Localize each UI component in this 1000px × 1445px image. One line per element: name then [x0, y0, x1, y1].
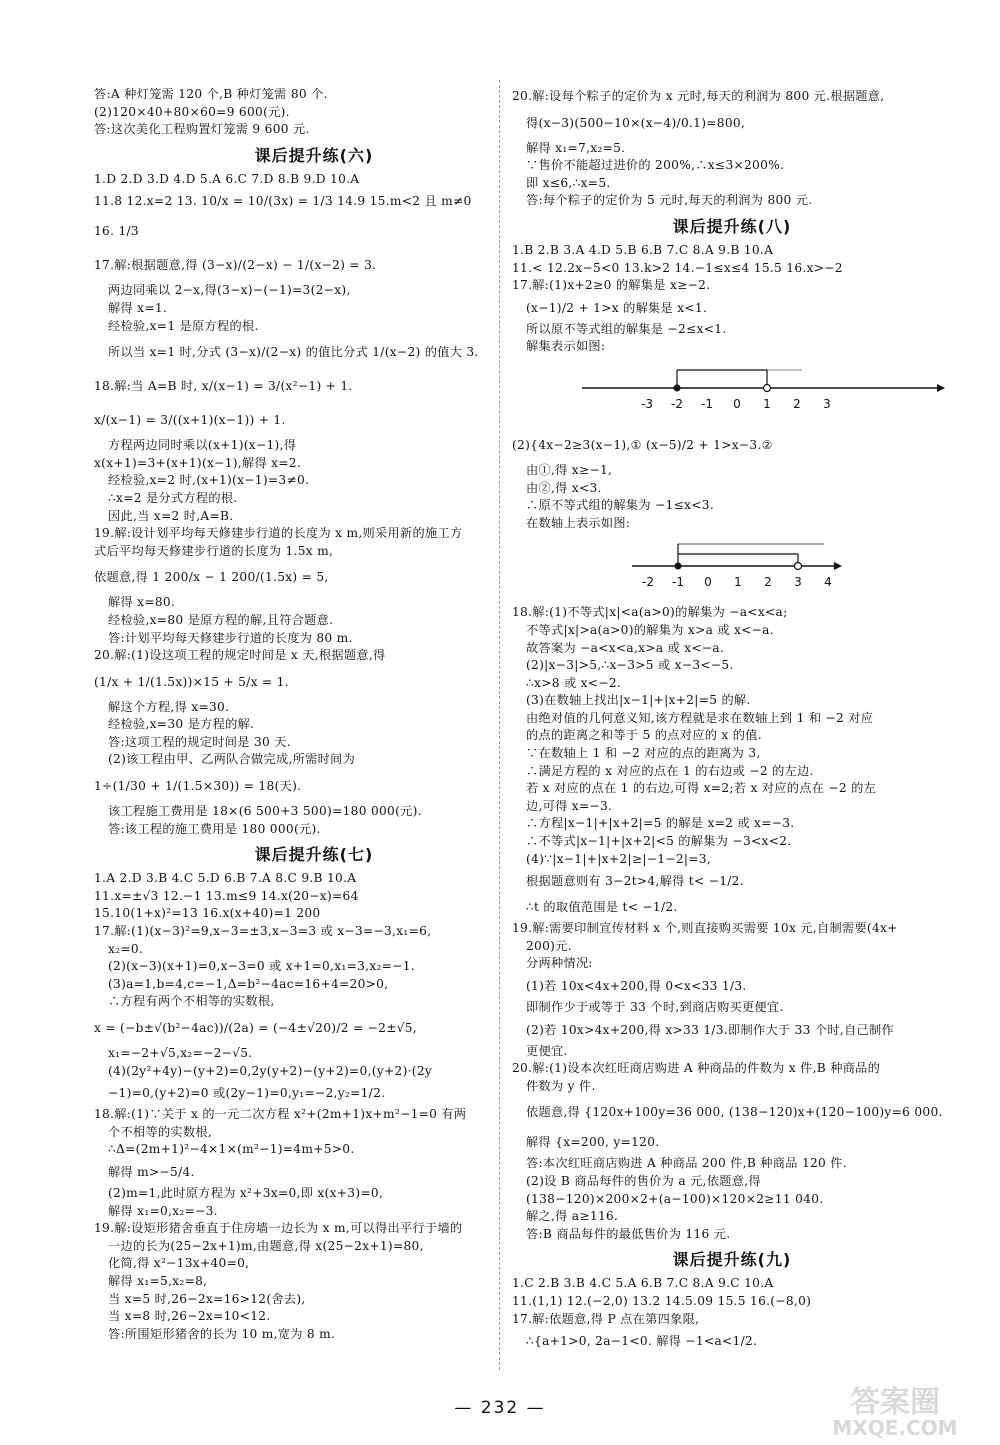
solution-line: (138−120)×200×2+(a−100)×120×2≥11 040. [526, 1191, 824, 1206]
solution-line: 更便宜. [526, 1043, 568, 1058]
solution-line: 解集表示如图: [526, 339, 606, 354]
solution-line: 在数轴上表示如图: [526, 515, 631, 530]
solution-line: 一边的长为(25−2x+1)m,由题意,得 x(25−2x+1)=80, [108, 1238, 424, 1253]
tick-label: -1 [701, 396, 713, 411]
solution-line: 经检验,x=2 时,(x+1)(x−1)=3≠0. [108, 473, 310, 488]
solution-line: ∴原不等式组的解集为 −1≤x<3. [526, 498, 715, 513]
solution-line: 件数为 y 件. [526, 1078, 596, 1093]
axis-arrow [834, 562, 842, 570]
tick-label: -2 [642, 575, 654, 590]
solution-line: (2)该工程由甲、乙两队合做完成,所需时间为 [108, 752, 356, 767]
solution-line: 17.解:依题意,得 P 点在第四象限, [512, 1311, 700, 1326]
solution-line: 当 x=8 时,26−2x=10<12. [108, 1309, 271, 1324]
solution-line: 该工程施工费用是 18×(6 500+3 500)=180 000(元). [108, 804, 422, 819]
section-title-9: 课后提升练(九) [672, 1250, 792, 1270]
solution-line: ∴{a+1>0, 2a−1<0. 解得 −1<a<1/2. [526, 1334, 758, 1349]
solution-line: 即 x≤6,∴x=5. [526, 175, 611, 190]
tick-label: 3 [823, 396, 831, 411]
solution-line: 20.解:(1)设本次红旺商店购进 A 种商品的件数为 x 件,B 种商品的 [512, 1061, 881, 1076]
section-title-8: 课后提升练(八) [672, 216, 792, 236]
solution-line: x₁=−2+√5,x₂=−2−√5. [108, 1046, 253, 1060]
solution-line: 答:该工程的施工费用是 180 000(元). [108, 821, 321, 836]
answer-line: 1.A 2.D 3.B 4.C 5.D 6.B 7.A 8.C 9.B 10.A [94, 871, 357, 886]
solution-line: 所以原不等式组的解集是 −2≤x<1. [526, 321, 727, 336]
solution-line: 200)元. [526, 938, 572, 953]
number-line-1 [512, 360, 952, 422]
solution-line: 的点的距离之和等于 5 的点对应的 x 的值. [526, 728, 762, 743]
solution-line: 答:这项工程的规定时间是 30 天. [108, 734, 291, 749]
solution-line: 分两种情况: [526, 956, 593, 971]
solution-line: 式后平均每天修建步行道的长度为 1.5x m, [94, 543, 334, 558]
section-title-6: 课后提升练(六) [254, 145, 374, 165]
solution-line: 19.解:设计划平均每天修建步行道的长度为 x m,则采用新的施工方 [94, 526, 463, 541]
solution-line: 由绝对值的几何意义知,该方程就是求在数轴上到 1 和 −2 对应 [526, 710, 874, 725]
solution-line: 解得 x=80. [108, 595, 176, 610]
solution-line: ∴方程|x−1|+|x+2|=5 的解是 x=2 或 x=−3. [526, 816, 795, 831]
solution-line: ∴Δ=(2m+1)²−4×1×(m²−1)=4m+5>0. [108, 1142, 355, 1157]
watermark-logo [800, 1382, 990, 1438]
solution-line: 17.解:(1)x+2≥0 的解集是 x≥−2. [512, 278, 711, 293]
watermark-url: MXQE.COM [832, 1416, 958, 1438]
solution-line: 20.解:(1)设这项工程的规定时间是 x 天,根据题意,得 [94, 648, 386, 663]
solution-line: 解得 m>−5/4. [108, 1164, 195, 1179]
tick-label: 4 [824, 575, 832, 590]
open-point [795, 563, 802, 570]
solution-line: ∴x>8 或 x<−2. [526, 675, 622, 690]
answer-line: 11.(1,1) 12.(−2,0) 13.2 14.5.09 15.5 16.(−8,0) [512, 1293, 812, 1308]
solution-line: ∵在数轴上 1 和 −2 对应的点的距离为 3, [526, 746, 761, 761]
solution-line: 两边同乘以 2−x,得(3−x)−(−1)=3(2−x), [108, 283, 351, 298]
watermark-text: 答案圈 [850, 1385, 940, 1420]
solution-line: ∴x=2 是分式方程的根. [108, 490, 238, 505]
solution-line: 答:所围矩形猪舍的长为 10 m,宽为 8 m. [108, 1326, 336, 1341]
closed-point [675, 563, 682, 570]
solution-line: 经检验,x=30 是方程的解. [108, 717, 255, 732]
solution-line: ∴满足方程的 x 对应的点在 1 的右边或 −2 的左边. [526, 763, 814, 778]
solution-line: 17.解:(1)(x−3)²=9,x−3=±3,x−3=3 或 x−3=−3,x₁=6, [94, 924, 432, 939]
solution-line: 当 x=5 时,26−2x=16>12(舍去), [108, 1291, 306, 1306]
axis-arrow [937, 384, 945, 392]
solution-line: (2)(x−3)(x+1)=0,x−3=0 或 x+1=0,x₁=3,x₂=−1. [108, 959, 415, 974]
answer-line: 1.C 2.B 3.B 4.C 5.A 6.B 7.C 8.A 9.C 10.A [512, 1276, 774, 1291]
solution-line: 边,可得 x=−3. [526, 798, 613, 813]
solution-line: 18.解:(1)不等式|x|<a(a>0)的解集为 −a<x<a; [512, 605, 788, 620]
tick-label: 1 [734, 575, 742, 590]
solution-line: 解这个方程,得 x=30. [108, 699, 230, 714]
solution-line: x(x+1)=3+(x+1)(x−1),解得 x=2. [94, 455, 302, 470]
solution-line: 若 x 对应的点在 1 的右边,可得 x=2;若 x 对应的点在 −2 的左 [526, 781, 877, 796]
tick-labels [642, 575, 832, 589]
solution-line: x = (−b±√(b²−4ac))/(2a) = (−4±√20)/2 = −2±√5, [94, 1021, 418, 1035]
solution-line: 1÷(1/30 + 1/(1.5×30)) = 18(天). [94, 779, 302, 794]
solution-line: 17.解:根据题意,得 (3−x)/(2−x) − 1/(x−2) = 3. [94, 258, 377, 273]
answer-line: 1.D 2.D 3.D 4.D 5.A 6.C 7.D 8.B 9.D 10.A [94, 171, 360, 186]
answer-line: 11.x=±√3 12.−1 13.m≤9 14.x(20−x)=64 [94, 888, 359, 903]
solution-line: 方程两边同时乘以(x+1)(x−1),得 [108, 438, 297, 453]
tick-label: -1 [672, 575, 684, 590]
answer-line: 11.8 12.x=2 13. 10/x = 10/(3x) = 1/3 14.9 15.m<2 且 m≠0 [94, 194, 472, 209]
solution-line: 解得 x₁=7,x₂=5. [526, 140, 626, 155]
solution-line: 不等式|x|>a(a>0)的解集为 x>a 或 x<−a. [526, 622, 774, 637]
solution-line: 所以当 x=1 时,分式 (3−x)/(2−x) 的值比分式 1/(x−2) 的值大 3. [108, 345, 479, 360]
solution-line: 解得 x=1. [108, 300, 168, 315]
tick-label: 2 [764, 575, 772, 590]
solution-line: 由②,得 x<3. [526, 480, 602, 495]
text-line: (2)120×40+80×60=9 600(元). [94, 104, 290, 119]
solution-line: (1/x + 1/(1.5x))×15 + 5/x = 1. [94, 674, 289, 689]
solution-line: 解得 x₁=0,x₂=−3. [108, 1203, 218, 1218]
solution-line: (4)∵|x−1|+|x+2|≥|−1−2|=3, [526, 851, 712, 866]
solution-line: (2)设 B 商品每件的售价为 a 元,依题意,得 [526, 1173, 761, 1188]
solution-line: ∴不等式|x−1|+|x+2|<5 的解集为 −3<x<2. [526, 834, 792, 849]
tick-labels [641, 397, 831, 411]
tick-label: 0 [733, 396, 741, 411]
tick-label: 1 [763, 396, 771, 411]
solution-line: ∴t 的取值范围是 t< −1/2. [526, 900, 678, 915]
answer-line: 16. 1/3 [94, 224, 139, 239]
solution-line: 故答案为 −a<x<a,x>a 或 x<−a. [526, 640, 725, 655]
solution-line: ∵售价不能超过进价的 200%,∴x≤3×200%. [526, 158, 785, 173]
solution-line: 答:本次红旺商店购进 A 种商品 200 件,B 种商品 120 件. [526, 1156, 847, 1171]
solution-line: 19.解:需要印制宣传材料 x 个,则直接购买需要 10x 元,自制需要(4x+ [512, 921, 898, 936]
solution-line: (2){4x−2≥3(x−1),① (x−5)/2 + 1>x−3.② [512, 437, 773, 452]
tick-label: 3 [794, 575, 802, 590]
solution-line: 答:计划平均每天修建步行道的长度为 80 m. [108, 630, 353, 645]
left-column [94, 86, 534, 1343]
right-column [512, 88, 952, 1354]
solution-line: (1)若 10x<4x+200,得 0<x<33 1/3. [526, 979, 747, 993]
text-line: 答:这次美化工程购置灯笼需 9 600 元. [94, 122, 310, 137]
solution-line: 个不相等的实数根, [108, 1124, 213, 1139]
solution-line: 18.解:当 A=B 时, x/(x−1) = 3/(x²−1) + 1. [94, 379, 353, 394]
solution-line: 解得 {x=200, y=120. [526, 1135, 660, 1150]
solution-line: x₂=0. [108, 941, 144, 956]
solution-line: 依题意,得 {120x+100y=36 000, (138−120)x+(120−100)y=6 000. [526, 1105, 943, 1120]
solution-line: 19.解:设矩形猪舍垂直于住房墙一边长为 x m,可以得出平行于墙的 [94, 1221, 463, 1236]
solution-line: x/(x−1) = 3/((x+1)(x−1)) + 1. [94, 413, 286, 428]
solution-line: −1)=0,(y+2)=0 或(2y−1)=0,y₁=−2,y₂=1/2. [108, 1086, 386, 1101]
solution-line: (3)a=1,b=4,c=−1,Δ=b²−4ac=16+4=20>0, [108, 976, 389, 991]
solution-line: 解之,得 a≥116. [526, 1209, 619, 1224]
solution-line: 解得 x₁=5,x₂=8, [108, 1273, 208, 1288]
solution-line: 答:每个粽子的定价为 5 元时,每天的利润为 800 元. [526, 193, 813, 208]
closed-point [674, 384, 681, 391]
solution-line: 因此,当 x=2 时,A=B. [108, 508, 234, 523]
answer-line: 15.10(1+x)²=13 16.x(x+40)=1 200 [94, 906, 321, 921]
solution-line: 根据题意则有 3−2t>4,解得 t< −1/2. [526, 874, 744, 889]
answer-line: 11.< 12.2x−5<0 13.k>2 14.−1≤x≤4 15.5 16.x>−2 [512, 260, 843, 275]
solution-line: ∴方程有两个不相等的实数根, [108, 994, 275, 1009]
solution-line: 得(x−3)(500−10×(x−4)/0.1)=800, [526, 115, 746, 130]
solution-line: 答:B 商品每件的最低售价为 116 元. [526, 1226, 731, 1241]
text-line: 答:A 种灯笼需 120 个,B 种灯笼需 80 个. [94, 87, 328, 101]
solution-line: (2)m=1,此时原方程为 x²+3x=0,即 x(x+3)=0, [108, 1185, 384, 1200]
solution-line: 依题意,得 1 200/x − 1 200/(1.5x) = 5, [94, 570, 329, 585]
tick-label: -2 [671, 396, 683, 411]
solution-line: (x−1)/2 + 1>x 的解集是 x<1. [526, 300, 708, 315]
solution-line: (4)(2y²+4y)−(y+2)=0,2y(y+2)−(y+2)=0,(y+2)·(2y [108, 1063, 433, 1078]
open-point [764, 384, 771, 391]
solution-line: (2)|x−3|>5,∴x−3>5 或 x−3<−5. [526, 658, 734, 673]
solution-line: 由①,得 x≥−1, [526, 462, 613, 477]
page-number: — 232 — [454, 1398, 546, 1418]
solution-line: 经检验,x=1 是原方程的根. [108, 318, 259, 333]
solution-line: 化简,得 x²−13x+40=0, [108, 1256, 250, 1271]
number-line-2 [512, 536, 952, 598]
tick-label: 2 [793, 396, 801, 411]
solution-line: 18.解:(1)∵关于 x 的一元二次方程 x²+(2m+1)x+m²−1=0 有两 [94, 1107, 467, 1122]
solution-line: (3)在数轴上找出|x−1|+|x+2|=5 的解. [526, 693, 751, 708]
section-title-7: 课后提升练(七) [254, 845, 374, 865]
tick-label: -3 [641, 396, 653, 411]
solution-line: 20.解:设每个粽子的定价为 x 元时,每天的利润为 800 元.根据题意, [512, 89, 885, 103]
tick-label: 0 [704, 575, 712, 590]
solution-line: (2)若 10x>4x+200,得 x>33 1/3.即制作大于 33 个时,自己制作 [526, 1022, 895, 1037]
solution-line: 即制作少于或等于 33 个时,到商店购买更便宜. [526, 1000, 784, 1014]
solution-line: 经检验,x=80 是原方程的解,且符合题意. [108, 612, 334, 627]
answer-line: 1.B 2.B 3.A 4.D 5.B 6.B 7.C 8.A 9.B 10.A [512, 242, 774, 257]
